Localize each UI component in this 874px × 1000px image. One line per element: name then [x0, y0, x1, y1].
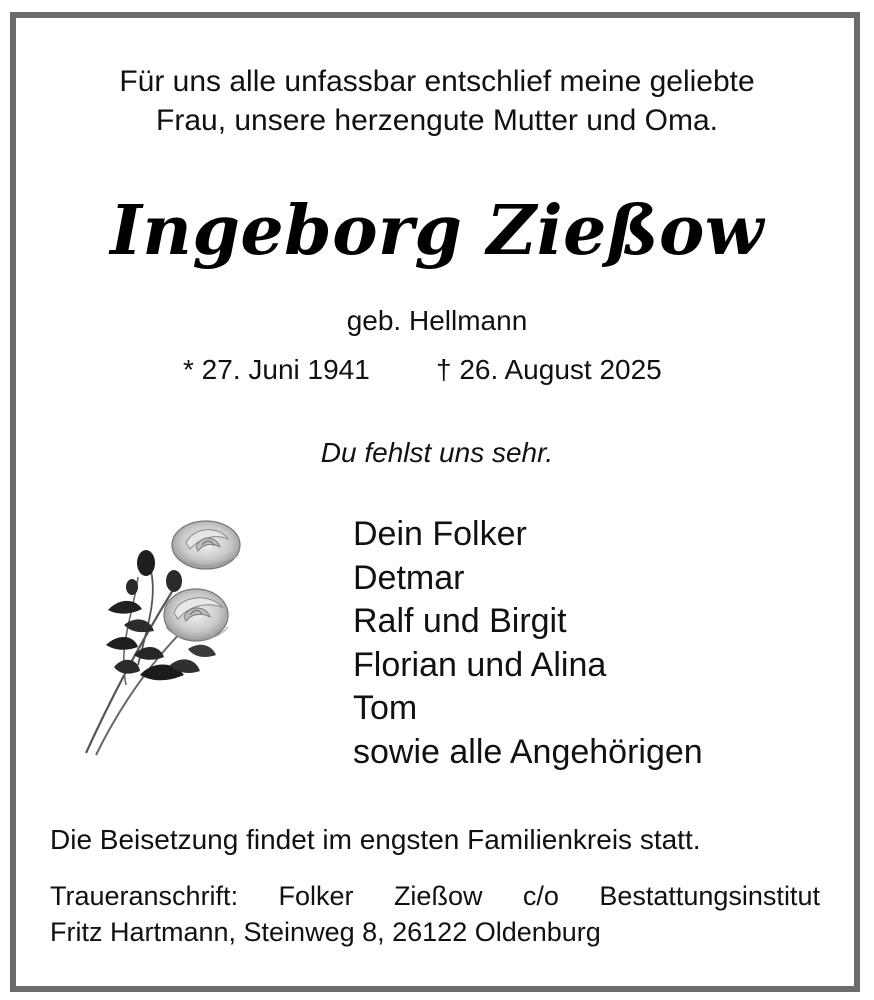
deceased-name: Ingeborg Zießow	[110, 191, 764, 271]
mourning-address	[50, 878, 820, 950]
mourner-3: Ralf und Birgit	[353, 602, 567, 641]
motto: Du fehlst uns sehr.	[320, 437, 554, 468]
address-word: Traueranschrift:	[50, 881, 239, 911]
address-word: Zießow	[393, 881, 483, 911]
intro-line-2: Frau, unsere herzengute Mutter und Oma.	[156, 104, 718, 137]
mourner-5: Tom	[353, 689, 418, 728]
death-date: † 26. August 2025	[436, 354, 662, 385]
mourner-6: sowie alle Angehörigen	[353, 732, 703, 771]
mourners-list	[353, 513, 703, 775]
roses-illustration	[78, 515, 253, 760]
mourner-1: Dein Folker	[353, 515, 527, 553]
address-line-1	[50, 878, 820, 914]
intro-text	[0, 62, 874, 140]
mourner-4: Florian und Alina	[353, 645, 607, 684]
address-word: c/o	[522, 881, 559, 911]
birth-date: * 27. Juni 1941	[183, 354, 370, 385]
intro-line-1: Für uns alle unfassbar entschlief meine geliebte	[119, 65, 755, 98]
funeral-note: Die Beisetzung findet im engsten Familienkreis statt.	[50, 824, 701, 855]
address-word: Bestattungsinstitut	[599, 881, 820, 911]
born-name: geb. Hellmann	[346, 305, 528, 336]
address-line-2: Fritz Hartmann, Steinweg 8, 26122 Oldenburg	[50, 917, 601, 947]
address-word: Folker	[278, 881, 354, 911]
mourner-2: Detmar	[353, 558, 465, 597]
